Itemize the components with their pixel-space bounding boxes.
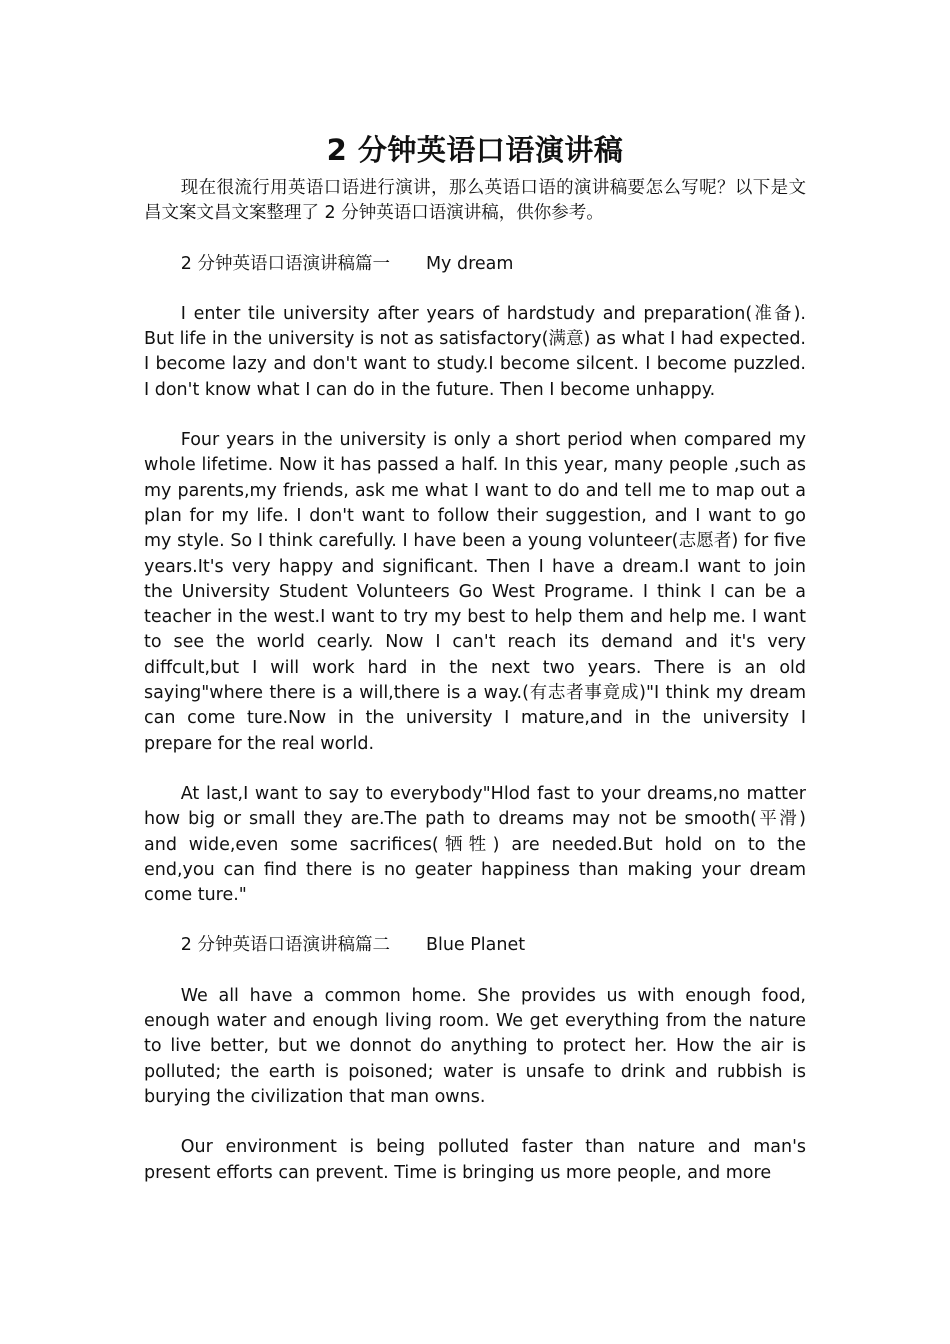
spacer [144, 227, 806, 252]
spacer [144, 1110, 806, 1135]
document-page [144, 128, 806, 1186]
section-heading-1 [144, 252, 806, 277]
body-paragraph: We all have a common home. She provides us with enough food, enough water and enough living room. We get everything from the nature to live better, but we donnot do anything to protect her. How the air is polluted; the earth is poisoned; water is unsafe to drink and rubbish is burying the civilization that man owns. [144, 985, 806, 1107]
spacer [144, 757, 806, 782]
body-paragraph: Our environment is being polluted faster than nature and man's present efforts can prevent. Time is bringing us more people, and more [144, 1137, 806, 1183]
body-paragraph: At last,I want to say to everybody"Hlod fast to your dreams,no matter how big or small they are.The path to dreams may not be smooth(平滑) and wide,even some sacrifices(牺牲) are needed.But hold on to the end,you can find there is no geater happiness than making your dream come ture." [144, 783, 806, 906]
intro-paragraph: 现在很流行用英语口语进行演讲，那么英语口语的演讲稿要怎么写呢？以下是文昌文案文昌文案整理了 2 分钟英语口语演讲稿，供你参考。 [144, 178, 806, 224]
body-paragraph: I enter tile university after years of hardstudy and preparation(准备). But life in the university is not as satisfactory(满意) as what I had expected. I become lazy and don't want to study.I become silcent. I become puzzled. I don't know what I can do in the future. Then I become unhappy. [144, 303, 806, 400]
document-title: 2 分钟英语口语演讲稿 [326, 133, 624, 167]
spacer [144, 403, 806, 428]
spacer [144, 277, 806, 302]
section-subtitle: My dream [425, 253, 514, 274]
section-label: 2 分钟英语口语演讲稿篇一 [180, 253, 390, 274]
spacer [144, 908, 806, 933]
section-heading-2 [144, 933, 806, 958]
section-label: 2 分钟英语口语演讲稿篇二 [180, 935, 390, 956]
spacer [144, 959, 806, 984]
body-paragraph: Four years in the university is only a short period when compared my whole lifetime. Now it has passed a half. In this year, many people ,such as my parents,my friends, ask me what I want to do and tell me to map out a plan for my life. I don't want to follow their suggestion, and I want to go my style. So I think carefully. I have been a young volunteer(志愿者) for five years.It's very happy and significant. Then I have a dream.I want to join the University Student Volunteers Go West Programe. I think I can be a teacher in the west.I want to try my best to help them and help me. I want to see the world cearly. Now I can't reach its demand and it's very diffcult,but I will work hard in the next two years. There is an old saying"where there is a will,there is a way.(有志者事竟成)"I think my dream can come ture.Now in the university I mature,and in the university I prepare for the real world. [144, 430, 806, 754]
section-subtitle: Blue Planet [425, 935, 526, 956]
